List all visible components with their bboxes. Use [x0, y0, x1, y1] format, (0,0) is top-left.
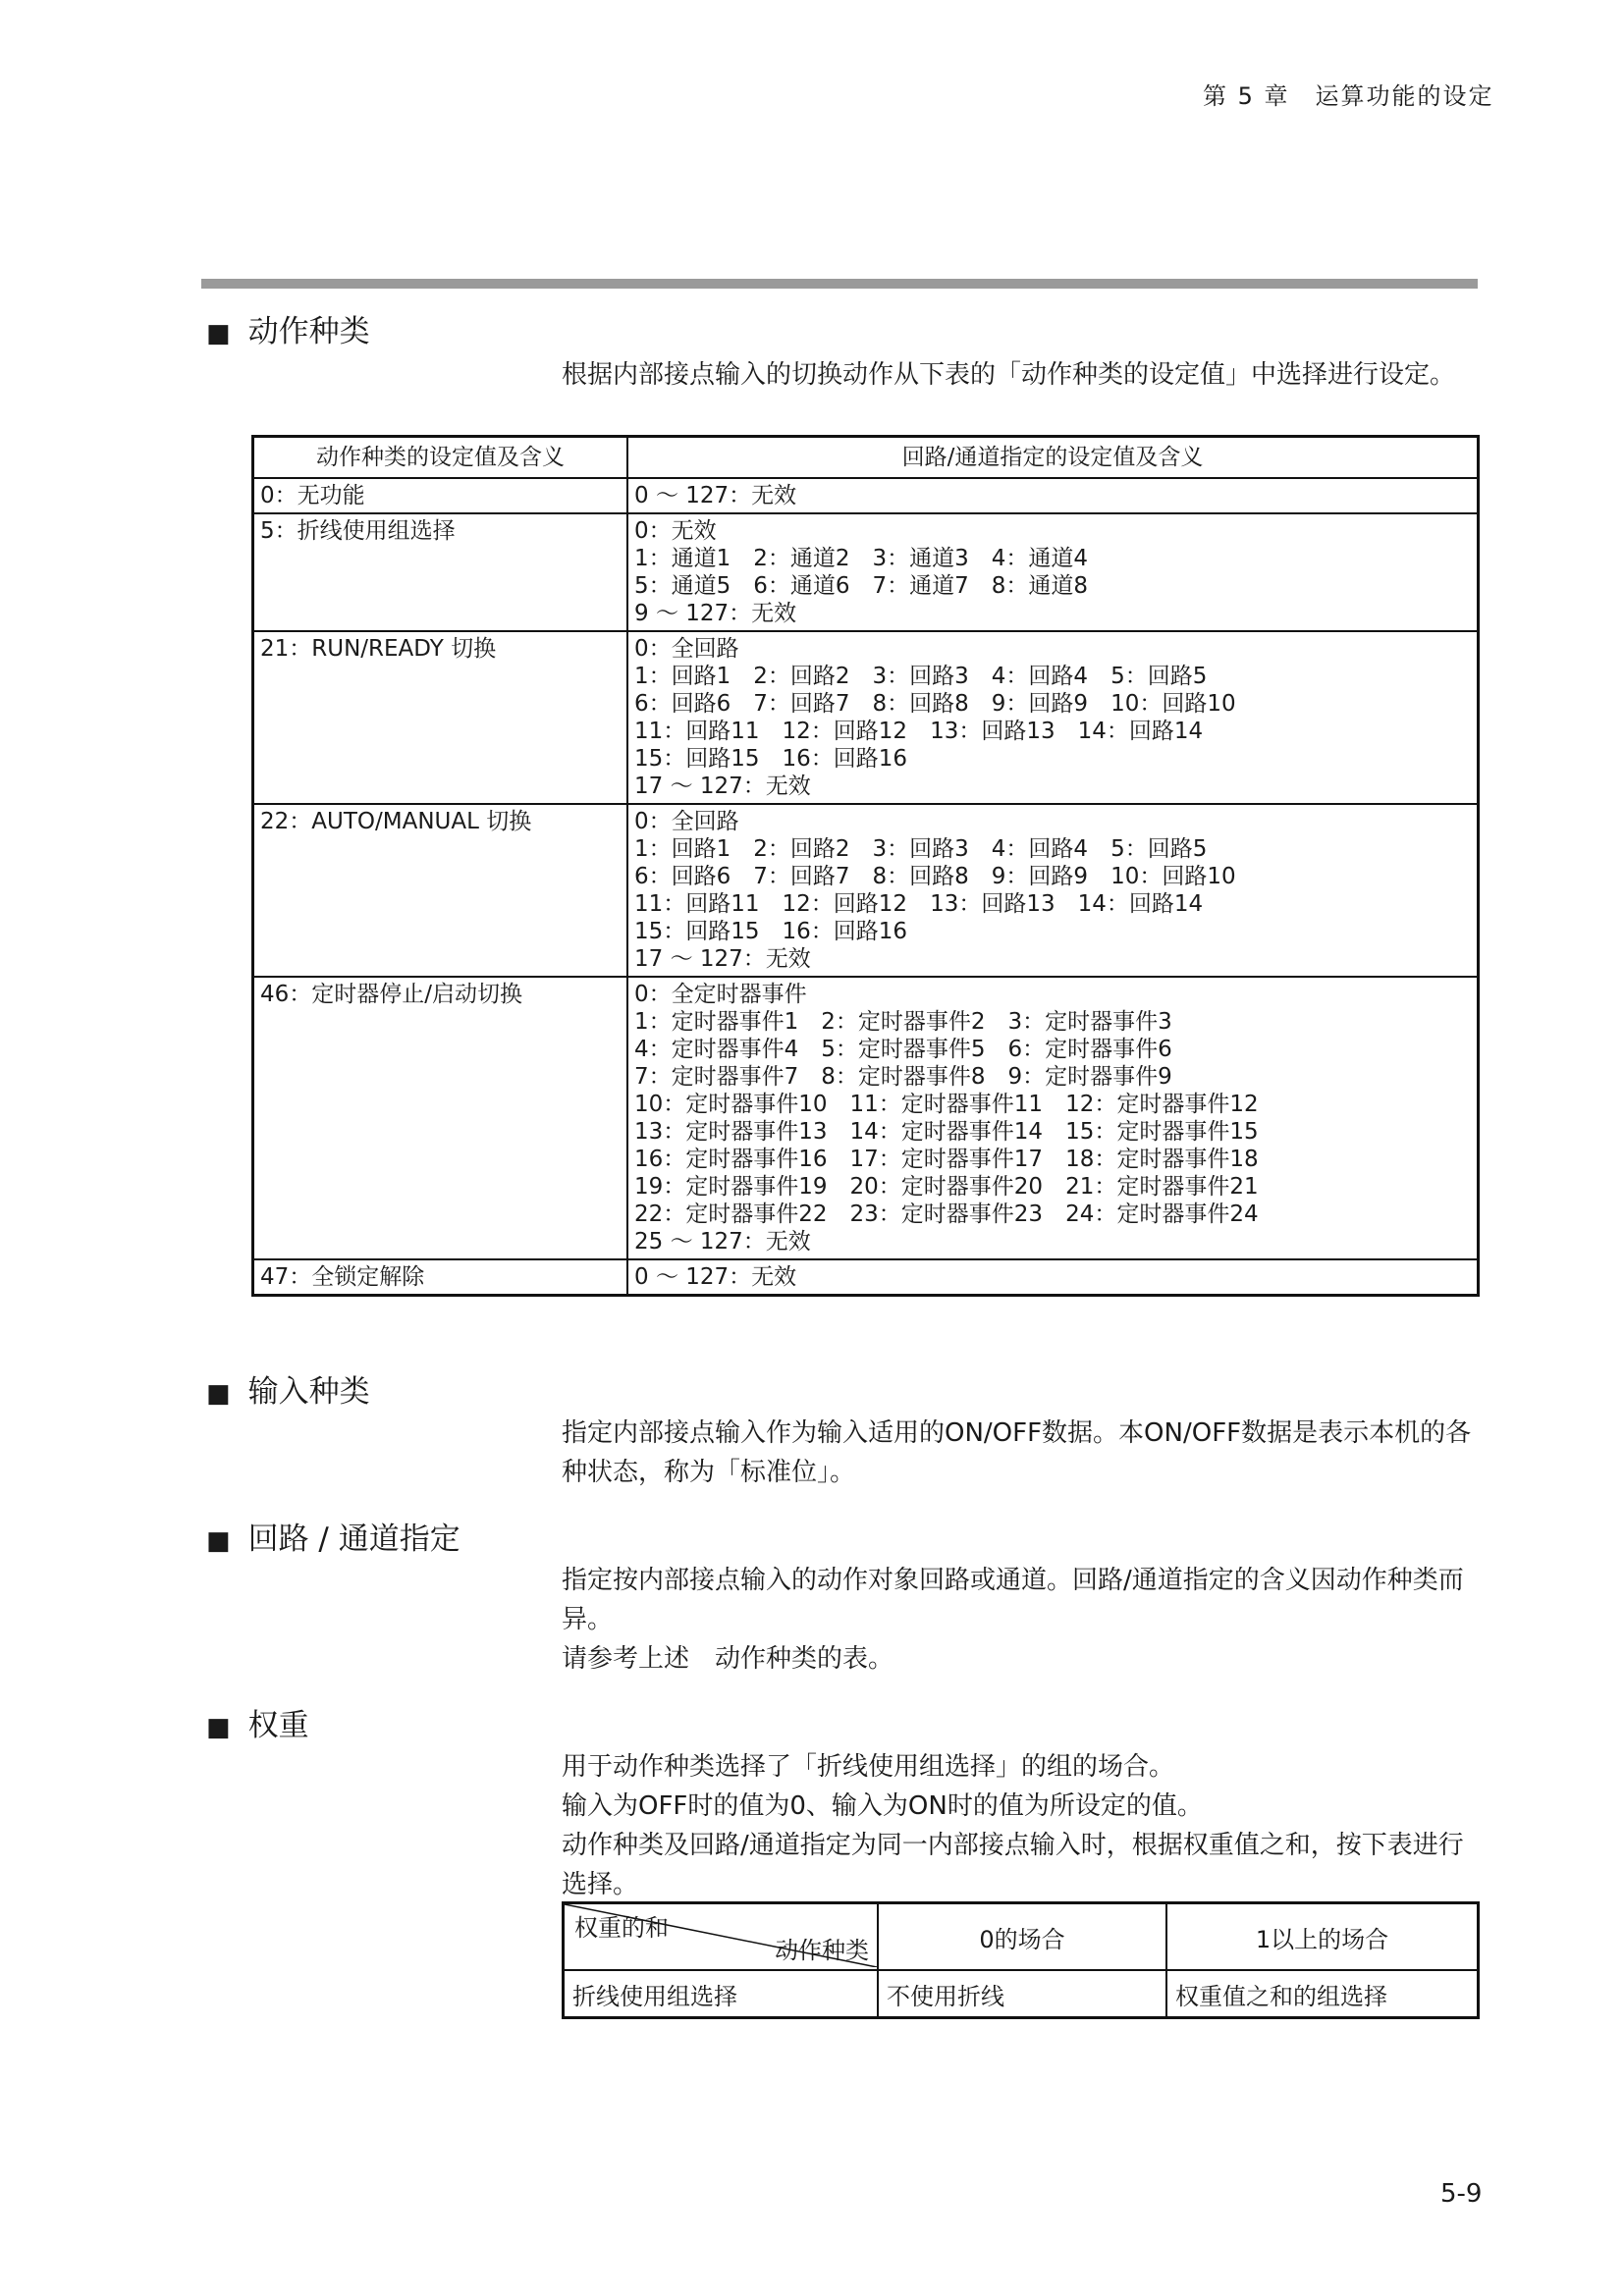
body-text: 用于动作种类选择了「折线使用组选择」的组的场合。 [562, 1752, 1175, 1782]
table-row [253, 1259, 1479, 1296]
section-title: 输入种类 [247, 1374, 370, 1410]
specification-cell [627, 513, 1479, 631]
weight-table [562, 1901, 1480, 2019]
specification-line: 0 ～ 127：无效 [634, 483, 797, 508]
specification-line: 11：回路11 12：回路12 13：回路13 14：回路14 [634, 719, 1204, 744]
weight-body [562, 1747, 1480, 1904]
table-row [253, 478, 1479, 513]
column-header: 动作种类的设定值及含义 [253, 437, 628, 479]
specification-line: 11：回路11 12：回路12 13：回路13 14：回路14 [634, 891, 1204, 917]
section-title: 动作种类 [247, 314, 370, 349]
specification-line: 13：定时器事件13 14：定时器事件14 15：定时器事件15 [634, 1119, 1259, 1145]
square-bullet-icon: ■ [206, 319, 231, 348]
specification-line: 1：定时器事件1 2：定时器事件2 3：定时器事件3 [634, 1009, 1172, 1035]
table-row [253, 804, 1479, 977]
specification-cell [627, 631, 1479, 804]
table-cell: 权重值之和的组选择 [1166, 1970, 1479, 2018]
table-row [564, 1970, 1479, 2018]
intro-text: 根据内部接点输入的切换动作从下表的「动作种类的设定值」中选择进行设定。 [562, 360, 1456, 390]
action-cell: 5：折线使用组选择 [253, 513, 628, 631]
specification-line: 0：全回路 [634, 636, 739, 662]
loop-channel-body [562, 1561, 1480, 1679]
specification-cell [627, 804, 1479, 977]
specification-line: 0：无效 [634, 518, 717, 544]
table-cell: 不使用折线 [878, 1970, 1166, 2018]
top-rule [201, 279, 1478, 289]
square-bullet-icon: ■ [206, 1713, 231, 1742]
section-heading-loop-channel [206, 1514, 460, 1558]
specification-line: 0：全定时器事件 [634, 982, 807, 1007]
input-type-body [562, 1414, 1480, 1492]
action-type-intro [562, 355, 1480, 395]
specification-cell [627, 1259, 1479, 1296]
section-heading-weight [206, 1700, 309, 1744]
table-row [253, 977, 1479, 1259]
specification-cell [627, 977, 1479, 1259]
specification-line: 17 ～ 127：无效 [634, 774, 811, 799]
specification-line: 22：定时器事件22 23：定时器事件23 24：定时器事件24 [634, 1201, 1259, 1227]
specification-line: 1：通道1 2：通道2 3：通道3 4：通道4 [634, 546, 1089, 571]
column-header: 回路/通道指定的设定值及含义 [627, 437, 1479, 479]
specification-line: 4：定时器事件4 5：定时器事件5 6：定时器事件6 [634, 1037, 1172, 1062]
specification-line: 0：全回路 [634, 809, 739, 834]
section-title: 权重 [247, 1708, 309, 1743]
body-text: 指定按内部接点输入的动作对象回路或通道。回路/通道指定的含义因动作种类而异。 [562, 1566, 1464, 1634]
row-label: 折线使用组选择 [564, 1970, 879, 2018]
action-cell: 21：RUN/READY 切换 [253, 631, 628, 804]
section-heading-action-type [206, 306, 370, 350]
specification-line: 17 ～ 127：无效 [634, 946, 811, 972]
action-cell: 0：无功能 [253, 478, 628, 513]
action-cell: 47：全锁定解除 [253, 1259, 628, 1296]
diagonal-header-cell [564, 1903, 879, 1971]
section-title: 回路 / 通道指定 [247, 1522, 460, 1557]
specification-cell [627, 478, 1479, 513]
action-cell: 22：AUTO/MANUAL 切换 [253, 804, 628, 977]
specification-line: 1：回路1 2：回路2 3：回路3 4：回路4 5：回路5 [634, 664, 1208, 689]
action-table-body [253, 478, 1479, 1296]
chapter-header: 第 5 章 运算功能的设定 [1203, 82, 1494, 110]
column-header: 1以上的场合 [1166, 1903, 1479, 1971]
section-heading-input-type [206, 1366, 370, 1411]
table-row [253, 513, 1479, 631]
table-row [253, 631, 1479, 804]
body-text: 输入为OFF时的值为0、输入为ON时的值为所设定的值。 [562, 1791, 1203, 1821]
table-header-row [253, 437, 1479, 479]
specification-line: 25 ～ 127：无效 [634, 1229, 811, 1255]
action-type-table [251, 435, 1480, 1297]
page-number: 5-9 [1440, 2179, 1483, 2209]
weight-table-header-row [564, 1903, 1479, 1971]
specification-line: 19：定时器事件19 20：定时器事件20 21：定时器事件21 [634, 1174, 1259, 1200]
corner-label-bottom: 动作种类 [775, 1937, 869, 1964]
specification-line: 1：回路1 2：回路2 3：回路3 4：回路4 5：回路5 [634, 836, 1208, 862]
specification-line: 15：回路15 16：回路16 [634, 746, 908, 772]
specification-line: 15：回路15 16：回路16 [634, 919, 908, 944]
corner-label-top: 权重的和 [574, 1914, 669, 1942]
square-bullet-icon: ■ [206, 1379, 231, 1409]
body-text: 指定内部接点输入作为输入适用的ON/OFF数据。本ON/OFF数据是表示本机的各种状态，称为「标准位」。 [562, 1418, 1472, 1487]
body-text: 动作种类及回路/通道指定为同一内部接点输入时，根据权重值之和，按下表进行选择。 [562, 1831, 1464, 1899]
specification-line: 6：回路6 7：回路7 8：回路8 9：回路9 10：回路10 [634, 691, 1236, 717]
specification-line: 10：定时器事件10 11：定时器事件11 12：定时器事件12 [634, 1092, 1259, 1117]
specification-line: 6：回路6 7：回路7 8：回路8 9：回路9 10：回路10 [634, 864, 1236, 889]
square-bullet-icon: ■ [206, 1526, 231, 1556]
specification-line: 5：通道5 6：通道6 7：通道7 8：通道8 [634, 573, 1089, 599]
body-text: 请参考上述 动作种类的表。 [562, 1644, 894, 1674]
specification-line: 0 ～ 127：无效 [634, 1264, 797, 1290]
column-header: 0的场合 [878, 1903, 1166, 1971]
specification-line: 9 ～ 127：无效 [634, 601, 797, 626]
specification-line: 16：定时器事件16 17：定时器事件17 18：定时器事件18 [634, 1147, 1259, 1172]
specification-line: 7：定时器事件7 8：定时器事件8 9：定时器事件9 [634, 1064, 1172, 1090]
action-cell: 46：定时器停止/启动切换 [253, 977, 628, 1259]
